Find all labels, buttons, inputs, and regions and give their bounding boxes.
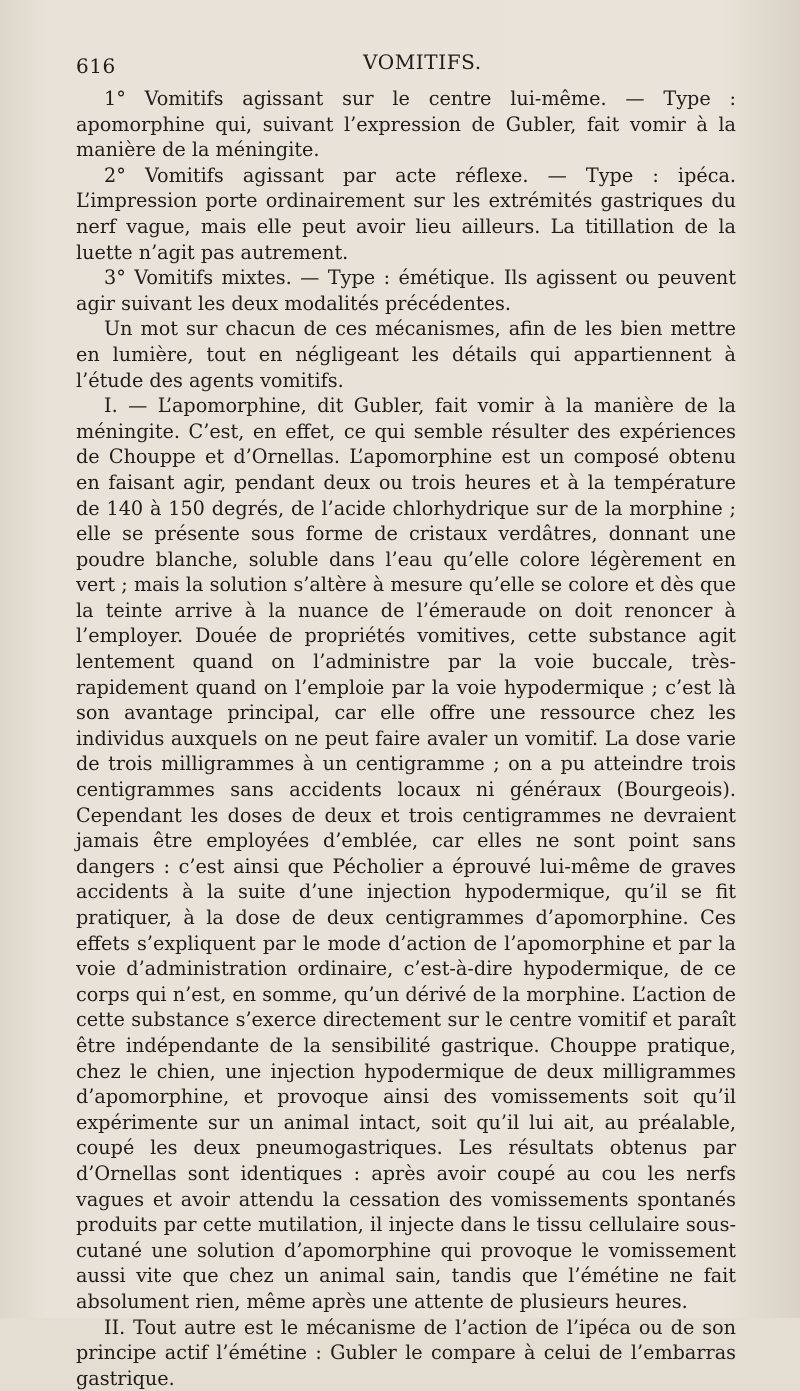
- paragraph-vomitifs-mixtes: 3° Vomitifs mixtes. — Type : émétique. Ils agissent ou peuvent agir suivant les deux modalités précédentes.: [76, 265, 736, 316]
- paragraph-ipeca: II. Tout autre est le mécanisme de l’action de l’ipéca ou de son principe actif l’émétine : Gubler le compare à celui de l’embarras gastrique.: [76, 1315, 736, 1391]
- page-number: 616: [76, 54, 116, 78]
- paragraph-vomitifs-centre: 1° Vomitifs agissant sur le centre lui-même. — Type : apomorphine qui, suivant l’expression de Gubler, fait vomir à la manière de la méningite.: [76, 86, 736, 163]
- page-header: [76, 50, 760, 80]
- paragraph-apomorphine: I. — L’apomorphine, dit Gubler, fait vomir à la manière de la méningite. C’est, en effet, ce qui semble résulter des expériences de Chouppe et d’Ornellas. L’apomorphine est un composé obtenu en faisant agir, pendant deux ou trois heures et à la température de 140 à 150 degrés, de l’acide chlorhydrique sur de la morphine ; elle se présente sous forme de cristaux verdâtres, donnant une poudre blanche, soluble dans l’eau qu’elle colore légèrement en vert ; mais la solution s’altère à mesure qu’elle se colore et dès que la teinte arrive à la nuance de l’émeraude on doit renoncer à l’employer. Douée de propriétés vomitives, cette substance agit lentement quand on l’administre par la voie buccale, très-rapidement quand on l’emploie par la voie hypodermique ; c’est là son avantage principal, car elle offre une ressource chez les individus auxquels on ne peut faire avaler un vomitif. La dose varie de trois milligrammes à un centigramme ; on a pu atteindre trois centigrammes sans accidents locaux ni généraux (Bourgeois). Cependant les doses de deux et trois centigrammes ne devraient jamais être employées d’emblée, car elles ne sont point sans dangers : c’est ainsi que Pécholier a éprouvé lui-même de graves accidents à la suite d’une injection hypodermique, qu’il se fit pratiquer, à la dose de deux centigrammes d’apomorphine. Ces effets s’expliquent par le mode d’action de l’apomorphine et par la voie d’administration ordinaire, c’est-à-dire hypodermique, de ce corps qui n’est, en somme, qu’un dérivé de la morphine. L’action de cette substance s’exerce directement sur le centre vomitif et paraît être indépendante de la sensibilité gastrique. Chouppe pratique, chez le chien, une injection hypodermique de deux milligrammes d’apomorphine, et provoque ainsi des vomissements soit qu’il expérimente sur un animal intact, soit qu’il lui ait, au préalable, coupé les deux pneumogastriques. Les résultats obtenus par d’Ornellas sont identiques : après avoir coupé au cou les nerfs vagues et avoir attendu la cessation des vomissements spontanés produits par cette mutilation, il injecte dans le tissu cellulaire sous-cutané une solution d’apomorphine qui provoque le vomissement aussi vite que chez un animal sain, tandis que l’émétine ne fait absolument rien, même après une attente de plusieurs heures.: [76, 393, 736, 1314]
- paragraph-vomitifs-reflexe: 2° Vomitifs agissant par acte réflexe. — Type : ipéca. L’impression porte ordinairement sur les extrémités gastriques du nerf vague, mais elle peut avoir lieu ailleurs. La titillation de la luette n’agit pas autrement.: [76, 163, 736, 265]
- paragraph-introduction-mecanismes: Un mot sur chacun de ces mécanismes, afin de les bien mettre en lumière, tout en négligeant les détails qui appartiennent à l’étude des agents vomitifs.: [76, 316, 736, 393]
- body-text: [76, 86, 736, 1391]
- running-title: VOMITIFS.: [363, 50, 482, 74]
